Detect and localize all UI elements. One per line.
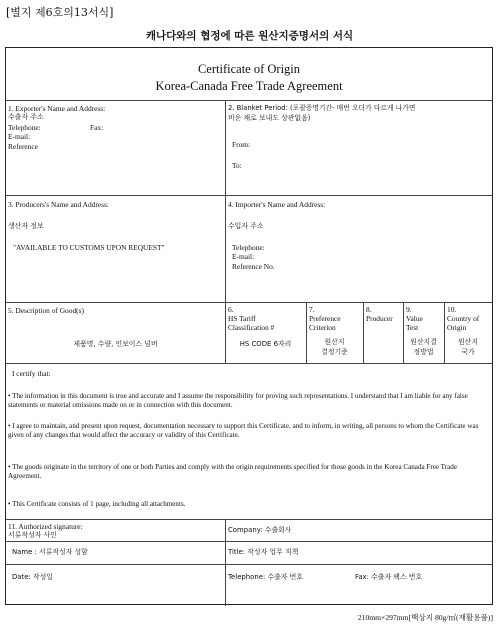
date-field[interactable]: Date: 작성일 (12, 573, 53, 581)
divider (363, 302, 364, 363)
goods-description-field[interactable]: 제품명, 수량, 인보이스 넘버 (73, 340, 158, 348)
importer-reference-label: Reference No. (232, 262, 275, 271)
paper-spec-footer: 210mm×297mm[백상지 80g/㎡(재활용품)] (357, 613, 493, 622)
hs-code-field[interactable]: HS CODE 6자리 (239, 340, 292, 348)
producer-label: 3. Producers's Name and Address: (8, 200, 109, 209)
importer-telephone-label: Telephone: (232, 243, 265, 252)
exporter-telephone-label: Telephone: (8, 123, 41, 132)
importer-address-field[interactable]: 수입자 주소 (228, 222, 264, 230)
country-of-origin-header: Country of (447, 314, 480, 323)
value-test-header: Test (406, 323, 419, 332)
importer-label: 4. Importer's Name and Address: (228, 200, 326, 209)
exporter-reference-label: Reference (8, 142, 38, 151)
divider (6, 100, 492, 101)
preference-criterion-header: 7. (309, 305, 315, 314)
goods-description-header: 5. Description of Good(s) (8, 306, 84, 315)
exporter-address-field[interactable]: 수출자 주소 (8, 113, 44, 121)
form-number: [별지 제6호의13서식] (6, 6, 114, 19)
divider (225, 302, 226, 363)
exporter-fax-label: Fax: (90, 123, 104, 132)
authorized-signature-label: 11. Authorized signature: (8, 522, 83, 531)
divider (6, 541, 492, 542)
blanket-from-field[interactable]: From: (232, 140, 251, 149)
producer-availability-note: "AVAILABLE TO CUSTOMS UPON REQUEST" (13, 243, 165, 252)
country-of-origin-field[interactable]: 원산지 (458, 338, 478, 346)
country-of-origin-field[interactable]: 국가 (461, 348, 475, 356)
certificate-form (5, 47, 493, 605)
importer-email-label: E-mail: (232, 252, 255, 261)
certificate-title: Certificate of Origin (197, 62, 301, 76)
divider (6, 519, 492, 520)
divider (6, 302, 492, 303)
exporter-email-label: E-mail: (8, 132, 31, 141)
value-test-field[interactable]: 정방법 (413, 348, 434, 356)
divider (6, 363, 492, 364)
certify-statement-1: • The information in this document is true and accurate and I assume the responsibility for proving such representations. I understand that I am liable for any false statements or material omissions made on or in connection with this document. (8, 392, 468, 410)
producer-header: Producer (366, 314, 393, 323)
certify-intro: I certify that: (12, 369, 51, 378)
preference-criterion-field[interactable]: 원산지 (324, 338, 345, 346)
certify-statement-3: • The goods originate in the territory of one or both Parties and comply with the origin requirements specified for those goods in the Korea Canada Free Trade Agreement. (8, 463, 457, 481)
title-field[interactable]: Title: 작성자 업무 직책 (228, 548, 299, 556)
authorized-signature-field[interactable]: 서류작성자 사인 (8, 531, 57, 539)
name-field[interactable]: Name : 서류작성자 성함 (12, 548, 88, 556)
certify-statement-2: • I agree to maintain, and present upon request, documentation necessary to support this Certificate, and to inform, in writing, all persons to whom the Certificate was given of any changes that would affect the accuracy or validity of this Certificate. (8, 422, 479, 440)
blanket-to-field[interactable]: To: (232, 161, 242, 170)
divider (225, 519, 226, 606)
certify-statement-4: • This Certificate consists of 1 page, including all attachments. (8, 500, 186, 508)
producer-header: 8. (366, 305, 372, 314)
value-test-field[interactable]: 원산지결 (410, 338, 437, 346)
divider (225, 100, 226, 302)
company-field[interactable]: Company: 수출회사 (228, 526, 292, 534)
country-of-origin-header: Origin (447, 323, 467, 332)
country-of-origin-header: 10. (447, 305, 457, 314)
blanket-period-label: 2. Blanket Period: (포괄증명기간- 매번 오더가 다르게 나가면 (228, 104, 416, 112)
preference-criterion-header: Preference (309, 314, 341, 323)
telephone-field[interactable]: Telephone: 수출자 번호 (228, 573, 303, 581)
fax-field[interactable]: Fax: 수출자 팩스 번호 (355, 573, 423, 581)
value-test-header: Value (406, 314, 423, 323)
divider (6, 564, 492, 565)
preference-criterion-header: Criterion (309, 323, 336, 332)
divider (6, 195, 492, 196)
hs-tariff-header: HS Tariff (228, 314, 256, 323)
agreement-title: Korea-Canada Free Trade Agreement (155, 79, 343, 93)
exporter-label: 1. Exporter's Name and Address: (8, 104, 106, 113)
value-test-header: 9. (406, 305, 412, 314)
korean-form-title: 캐나다와의 협정에 따른 원산지증명서의 서식 (145, 30, 354, 42)
producer-info-field[interactable]: 생산자 정보 (8, 222, 44, 230)
blanket-period-note: 비운 채로 보내도 상관없음) (228, 114, 311, 122)
preference-criterion-field[interactable]: 결정기준 (321, 348, 348, 356)
hs-tariff-header: 6. (228, 305, 234, 314)
hs-tariff-header: Classification # (228, 323, 275, 332)
